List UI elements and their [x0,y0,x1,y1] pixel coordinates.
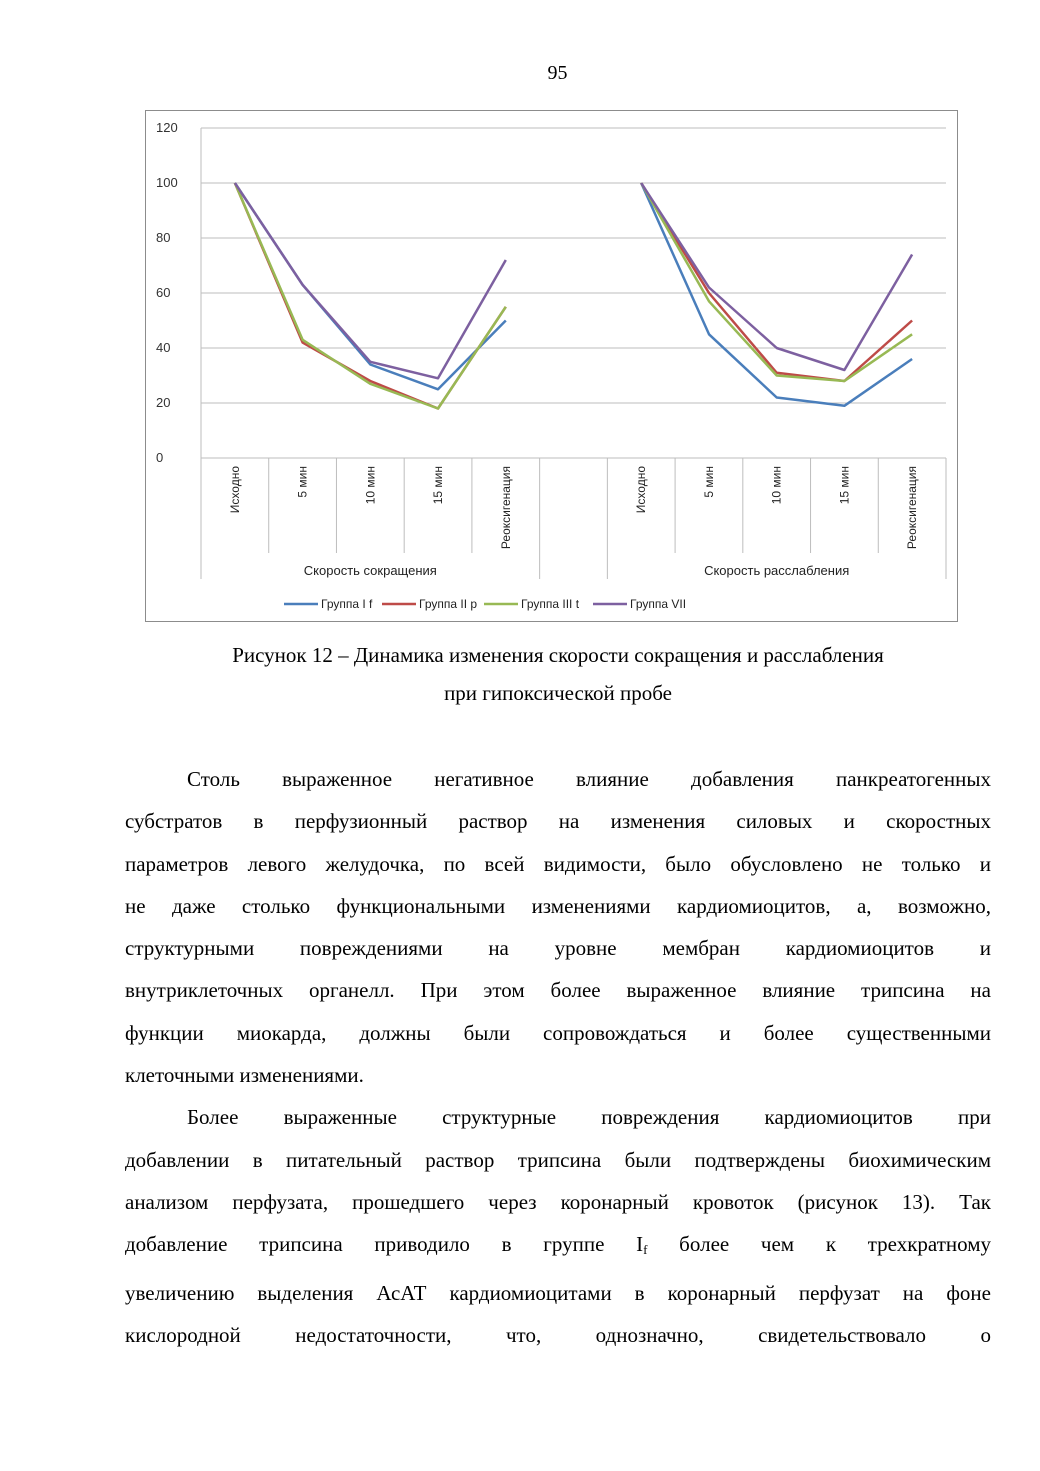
paragraph-line: не даже столько функциональными изменениями кардиомиоцитов, а, возможно, [125,893,991,918]
text-run: более чем к трехкратному [647,1232,991,1257]
series-line [641,183,912,381]
series-line [641,183,912,381]
line-chart [146,111,957,621]
y-tick-label: 0 [156,450,164,465]
page-number: 95 [547,62,568,84]
paragraph-line: внутриклеточных органелл. При этом более выраженное влияние трипсина на [125,978,991,1003]
x-tick-label: 10 мин [769,466,784,505]
caption-line-2: при гипоксической пробе [444,681,672,705]
x-tick-label: 5 мин [701,466,716,498]
legend-label: Группа VII [630,597,687,611]
paragraph-line [125,1223,991,1271]
series-line [235,183,506,409]
legend-label: Группа III t [521,597,580,611]
figure-caption [125,636,991,712]
y-tick-label: 40 [156,340,171,355]
x-tick-label: Исходно [634,466,649,514]
x-tick-label: 10 мин [363,466,378,505]
x-tick-label: Реоксигенация [905,466,920,550]
y-tick-label: 60 [156,285,171,300]
paragraph-line: Столь выраженное негативное влияние добавления панкреатогенных [187,767,991,791]
y-tick-label: 100 [156,175,178,190]
y-tick-label: 120 [156,120,178,135]
paragraph-line: увеличению выделения АсАТ кардиомиоцитами в коронарный перфузат на фоне [125,1280,991,1305]
paragraph-line: структурными повреждениями на уровне мембран кардиомиоцитов и [125,936,991,961]
legend-label: Группа I f [321,597,373,611]
x-tick-label: Исходно [227,466,242,514]
legend-label: Группа II р [419,597,478,611]
paragraph-line: параметров левого желудочка, по всей видимости, было обусловлено не только и [125,851,991,876]
paragraph-line: кислородной недостаточности, что, однозначно, свидетельствовало о [125,1322,991,1347]
subscript-index: f [643,1242,648,1258]
y-tick-label: 80 [156,230,171,245]
x-tick-label: Реоксигенация [498,466,513,550]
x-group-label: Скорость расслабления [704,563,850,578]
paragraph-line: клеточными изменениями. [125,1063,364,1088]
chart-frame [145,110,958,622]
series-line [235,183,506,409]
text-run: добавление трипсина приводило в группе I [125,1232,644,1257]
x-tick-label: 5 мин [295,466,310,498]
y-tick-label: 20 [156,395,171,410]
paragraph-line: Более выраженные структурные повреждения кардиомиоцитов при [187,1105,991,1130]
paragraph-line: анализом перфузата, прошедшего через коронарный кровоток (рисунок 13). Так [125,1189,991,1214]
body-text [125,758,991,1356]
x-tick-label: 15 мин [431,466,446,505]
paragraph-line: добавлении в питательный раствор трипсина были подтверждены биохимическим [125,1147,991,1172]
series-line [235,183,506,389]
paragraph-line: функции миокарда, должны были сопровождаться и более существенными [125,1020,991,1045]
x-tick-label: 15 мин [837,466,852,505]
x-group-label: Скорость сокращения [303,563,437,578]
paragraph-line: субстратов в перфузионный раствор на изменения силовых и скоростных [125,809,991,834]
caption-line-1: Рисунок 12 – Динамика изменения скорости сокращения и расслабления [232,643,884,667]
